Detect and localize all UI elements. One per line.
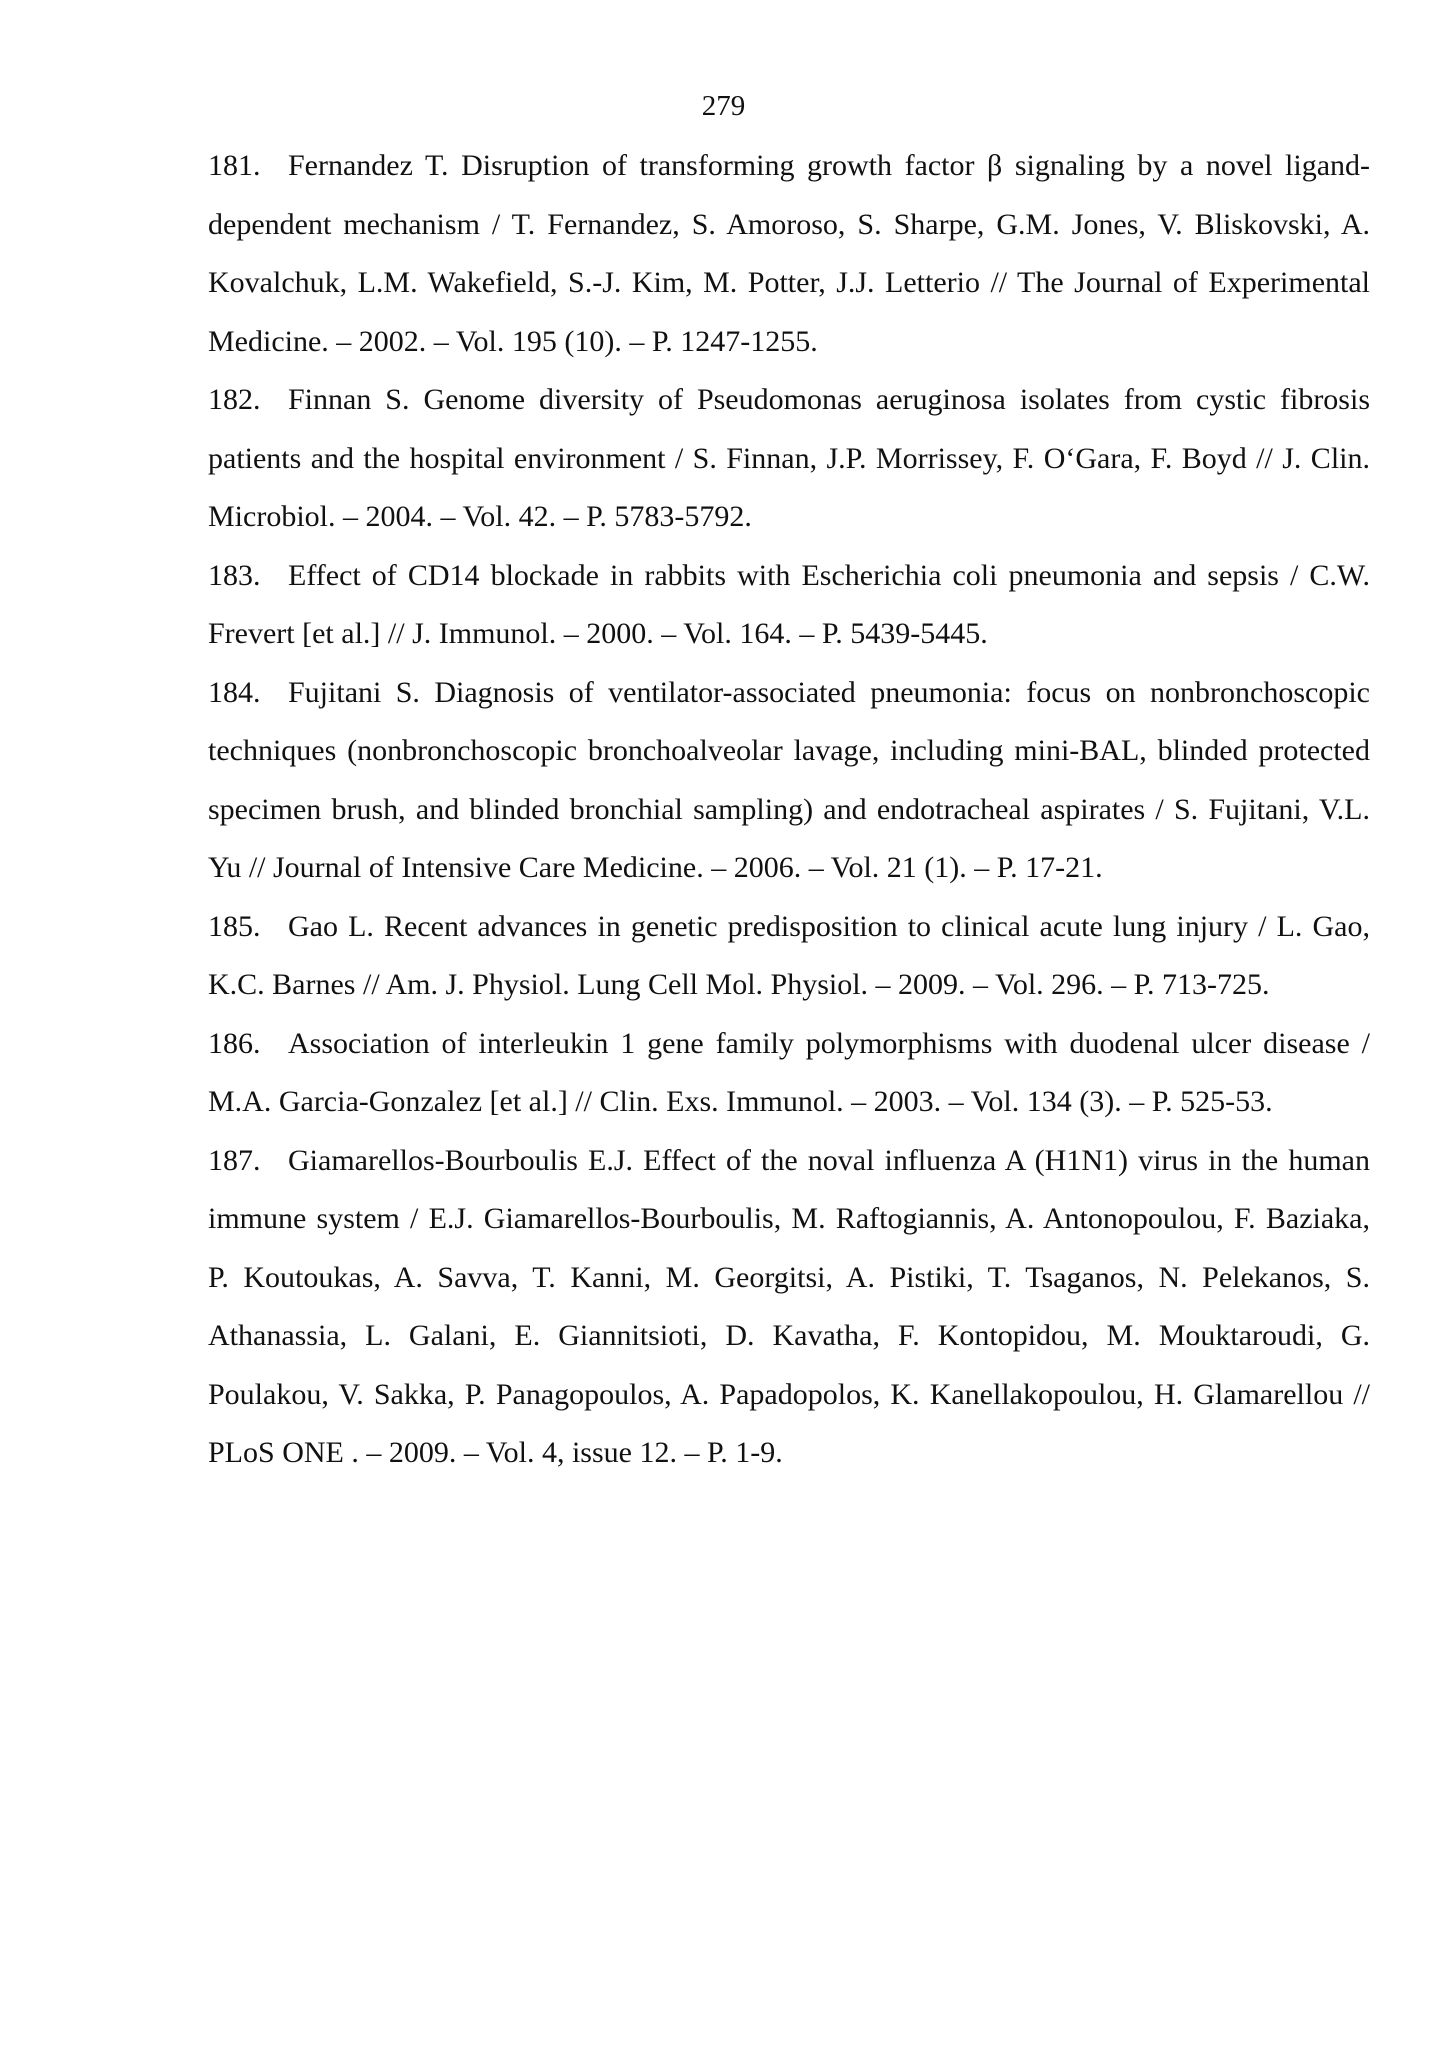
reference-list xyxy=(208,137,1370,1483)
reference-item-184 xyxy=(208,664,1370,898)
reference-item-185 xyxy=(208,898,1370,1015)
reference-text: Association of interleukin 1 gene family polymorphisms with duodenal ulcer disease / M.A. Garcia-Gonzalez [et al.] // Clin. Exs. Immunol. – 2003. – Vol. 134 (3). – P. 525-53. xyxy=(208,1026,1370,1118)
reference-number: 186. xyxy=(208,1026,261,1060)
reference-number: 187. xyxy=(208,1143,261,1177)
reference-number: 184. xyxy=(208,675,261,709)
reference-item-182 xyxy=(208,371,1370,547)
reference-item-183 xyxy=(208,547,1370,664)
reference-number: 183. xyxy=(208,558,261,592)
reference-item-187 xyxy=(208,1132,1370,1483)
reference-number: 181. xyxy=(208,149,261,182)
reference-item-181 xyxy=(208,137,1370,371)
reference-text: Giamarellos-Bourboulis E.J. Effect of the noval influenza A (H1N1) virus in the human immune system / E.J. Giamarellos-Bourboulis, M. Raftogiannis, A. Antonopoulou, F. Baziaka, P. Koutoukas, A. Savva, T. Kanni, M. Georgitsi, A. Pistiki, T. Tsaganos, N. Pelekanos, S. Athanassia, L. Galani, E. Giannitsioti, D. Kavatha, F. Kontopidou, M. Mouktaroudi, G. Poulakou, V. Sakka, P. Panagopoulos, A. Papadopolos, K. Kanellakopoulou, H. Glamarellou // PLoS ONE . – 2009. – Vol. 4, issue 12. – P. 1-9. xyxy=(208,1143,1370,1469)
reference-text: Fujitani S. Diagnosis of ventilator-associated pneumonia: focus on nonbronchoscopic techniques (nonbronchoscopic bronchoalveolar lavage, including mini-BAL, blinded protected specimen brush, and blinded bronchial sampling) and endotracheal aspirates / S. Fujitani, V.L. Yu // Journal of Intensive Care Medicine. – 2006. – Vol. 21 (1). – P. 17-21. xyxy=(208,675,1370,884)
reference-item-186 xyxy=(208,1015,1370,1132)
reference-text: Effect of CD14 blockade in rabbits with Escherichia coli pneumonia and sepsis / C.W. Frevert [et al.] // J. Immunol. – 2000. – Vol. 164. – P. 5439-5445. xyxy=(208,558,1370,650)
reference-number: 185. xyxy=(208,909,261,943)
reference-text: Finnan S. Genome diversity of Pseudomonas aeruginosa isolates from cystic fibrosis patients and the hospital environment / S. Finnan, J.P. Morrissey, F. O‘Gara, F. Boyd // J. Clin. Microbiol. – 2004. – Vol. 42. – P. 5783-5792. xyxy=(208,383,1370,533)
reference-text: Gao L. Recent advances in genetic predisposition to clinical acute lung injury / L. Gao, K.C. Barnes // Am. J. Physiol. Lung Cell Mol. Physiol. – 2009. – Vol. 296. – P. 713-725. xyxy=(208,909,1370,1001)
reference-number: 182. xyxy=(208,383,261,416)
reference-text: Fernandez T. Disruption of transforming growth factor β signaling by a novel ligand-dependent mechanism / T. Fernandez, S. Amoroso, S. Sharpe, G.M. Jones, V. Bliskovski, A. Kovalchuk, L.M. Wakefield, S.-J. Kim, M. Potter, J.J. Letterio // The Journal of Experimental Medicine. – 2002. – Vol. 195 (10). – P. 1247-1255. xyxy=(208,149,1370,358)
page-number: 279 xyxy=(701,90,746,122)
